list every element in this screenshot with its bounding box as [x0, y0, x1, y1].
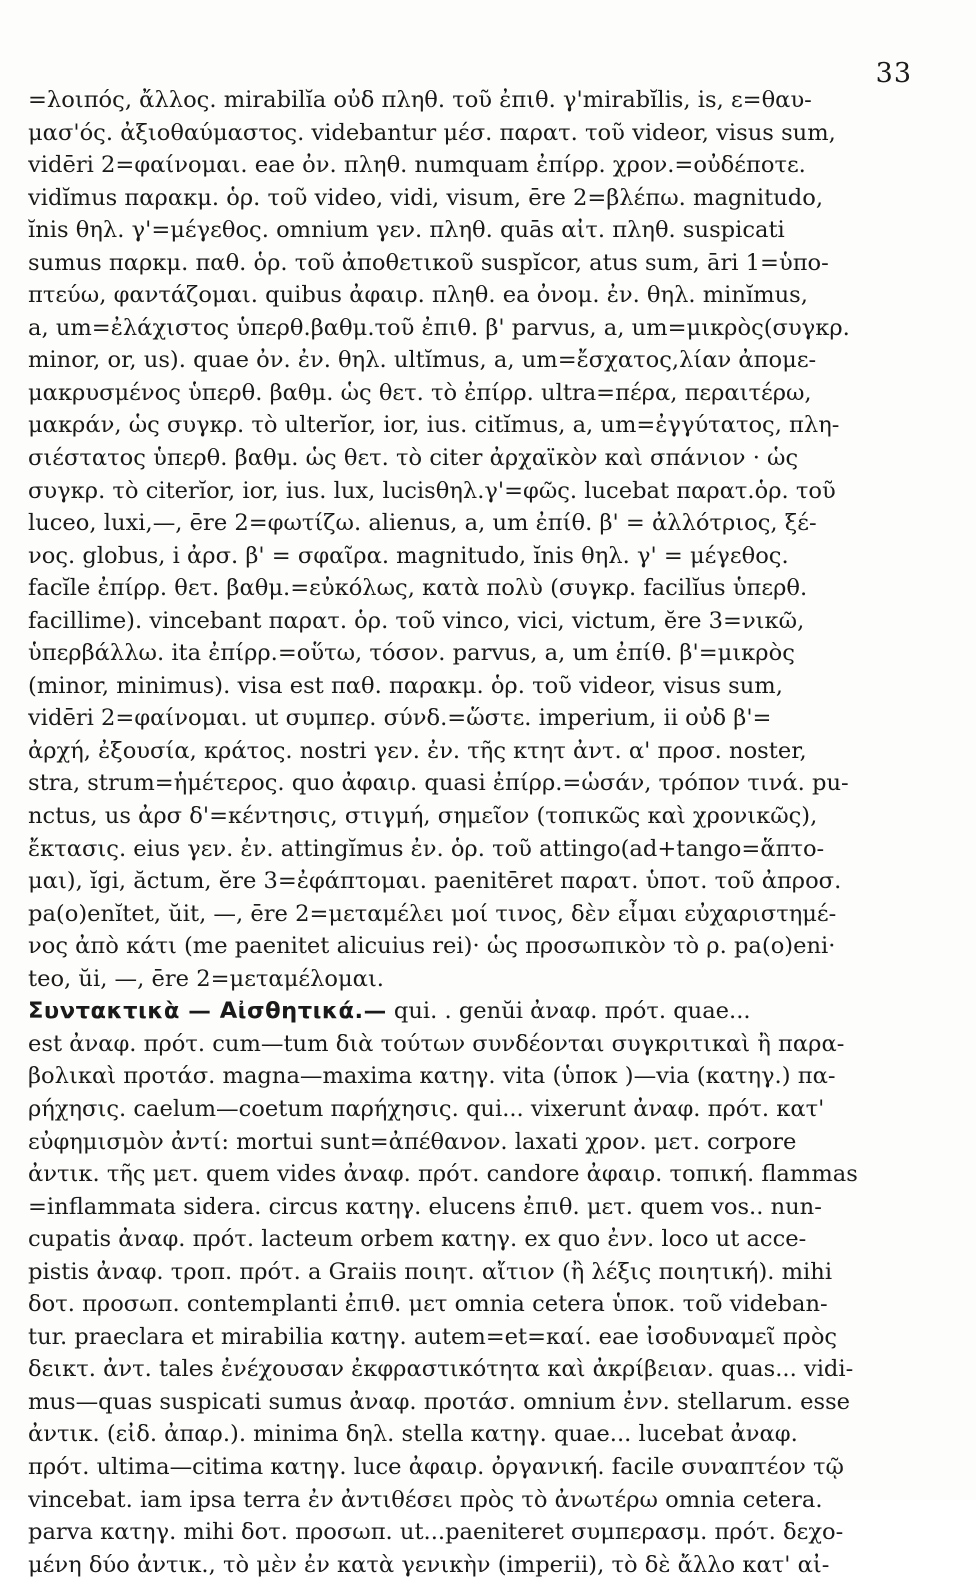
text-line: ὑπερβάλλω. ita ἐπίρρ.=οὕτω, τόσον. parvus, a, um ἐπίθ. β'=μικρὸς: [28, 640, 795, 667]
text-line: (minor, minimus). visa est παθ. παρακμ. ὁρ. τοῦ videor, visus sum,: [28, 672, 783, 699]
text-line: pa(o)enĭtet, ŭit, —, ēre 2=μεταμέλει μοί τινος, δὲν εἶμαι εὐχαριστημέ-: [28, 900, 837, 927]
text-line: =inflammata sidera. circus κατηγ. elucens ἐπιθ. μετ. quem vos.. nun-: [28, 1193, 822, 1220]
text-line: vidēri 2=φαίνομαι. ut συμπερ. σύνδ.=ὥστε. imperium, ii οὐδ β'=: [28, 705, 772, 732]
text-line: ἀρχή, ἐξουσία, κράτος. nostri γεν. ἐν. τῆς κτητ ἀντ. α' προσ. noster,: [28, 737, 807, 764]
text-line: μένη δύο ἀντικ., τὸ μὲν ἐν κατὰ γενικὴν (imperii), τὸ δὲ ἄλλο κατ' αἰ-: [28, 1551, 830, 1578]
text-line: βολικαὶ προτάσ. magna—maxima κατηγ. vita (ὑποκ )—via (κατηγ.) πα-: [28, 1063, 836, 1090]
text-line: mus—quas suspicati sumus ἀναφ. προτάσ. omnium ἐνν. stellarum. esse: [28, 1388, 851, 1415]
text-line: μακράν, ὡς συγκρ. τὸ ulterĭor, ior, ius. citĭmus, a, um=ἐγγύτατος, πλη-: [28, 412, 840, 439]
heading-line-text: qui. . genŭi ἀναφ. πρότ. quae...: [386, 998, 751, 1025]
text-line: nctus, us ἀρσ δ'=κέντησις, στιγμή, σημεῖον (τοπικῶς καὶ χρονικῶς),: [28, 803, 818, 830]
text-line: ρήχησις. caelum—coetum παρήχησις. qui... vixerunt ἀναφ. πρότ. κατ': [28, 1095, 825, 1122]
text-line: est ἀναφ. πρότ. cum—tum διὰ τούτων συνδέονται συγκριτικαὶ ἢ παρα-: [28, 1030, 845, 1057]
text-line: sumus παρκμ. παθ. ὁρ. τοῦ ἀποθετικοῦ suspĭcor, atus sum, āri 1=ὑπο-: [28, 249, 829, 276]
text-line: νος ἀπὸ κάτι (me paenitet alicuius rei)· ὡς προσωπικὸν τὸ ρ. pa(o)eni·: [28, 933, 836, 960]
text-line: δοτ. προσωπ. contemplanti ἐπιθ. μετ omnia cetera ὑποκ. τοῦ videban-: [28, 1291, 828, 1318]
text-line: cupatis ἀναφ. πρότ. lacteum orbem κατηγ. ex quo ἐνν. loco ut acce-: [28, 1226, 807, 1253]
text-line: teo, ŭi, —, ēre 2=μεταμέλομαι.: [28, 965, 384, 992]
text-line: vidēri 2=φαίνομαι. eae ὀν. πληθ. numquam ἐπίρρ. χρον.=οὐδέποτε.: [28, 152, 806, 179]
text-line: facĭle ἐπίρρ. θετ. βαθμ.=εὐκόλως, κατὰ πολὺ (συγκρ. facilĭus ὑπερθ.: [28, 575, 808, 602]
text-line: minor, or, us). quae ὀν. ἐν. θηλ. ultĭmus, a, um=ἔσχατος,λίαν ἀπομε-: [28, 347, 817, 374]
text-line: μαι), ĭgi, ăctum, ĕre 3=ἐφάπτομαι. paenitēret παρατ. ὑποτ. τοῦ ἀπροσ.: [28, 868, 842, 895]
text-line: tur. praeclara et mirabilia κατηγ. autem=et=καί. eae ἰσοδυναμεῖ πρὸς: [28, 1323, 838, 1350]
text-line: μασ'ός. ἀξιοθαύμαστος. videbantur μέσ. παρατ. τοῦ videor, visus sum,: [28, 119, 836, 146]
text-line: =λοιπός, ἄλλος. mirabilĭa οὐδ πληθ. τοῦ ἐπιθ. γ'mirabĭlis, is, ε=θαυ-: [28, 87, 812, 113]
text-line: parva κατηγ. mihi δοτ. προσωπ. ut...paeniteret συμπερασμ. πρότ. δεχο-: [28, 1519, 844, 1546]
text-line: νος. globus, i ἀρσ. β' = σφαῖρα. magnitudo, ĭnis θηλ. γ' = μέγεθος.: [28, 542, 789, 569]
text-line: μακρυσμένος ὑπερθ. βαθμ. ὡς θετ. τὸ ἐπίρρ. ultra=πέρα, περαιτέρω,: [28, 379, 812, 406]
text-line: a, um=ἐλάχιστος ὑπερθ.βαθμ.τοῦ ἐπιθ. β' parvus, a, um=μικρὸς(συγκρ.: [28, 314, 850, 341]
text-line: ĭnis θηλ. γ'=μέγεθος. omnium γεν. πληθ. quās αἰτ. πληθ. suspicati: [28, 217, 785, 244]
text-line: συγκρ. τὸ citerĭor, ior, ius. lux, lucisθηλ.γ'=φῶς. lucebat παρατ.ὁρ. τοῦ: [28, 477, 836, 504]
body-text: [28, 84, 940, 1581]
text-line: ἀντικ. τῆς μετ. quem vides ἀναφ. πρότ. candore ἀφαιρ. τοπική. flammas: [28, 1161, 858, 1188]
text-line: vidĭmus παρακμ. ὁρ. τοῦ video, vidi, visum, ēre 2=βλέπω. magnitudo,: [28, 184, 824, 211]
text-line: pistis ἀναφ. τροπ. πρότ. a Graiis ποιητ. αἴτιον (ἢ λέξις ποιητική). mihi: [28, 1258, 833, 1285]
text-line: ἀντικ. (εἰδ. ἀπαρ.). minima δηλ. stella κατηγ. quae... lucebat ἀναφ.: [28, 1421, 798, 1448]
text-line: πρότ. ultima—citima κατηγ. luce ἀφαιρ. ὀργανική. facile συναπτέον τῷ: [28, 1453, 844, 1480]
text-line: stra, strum=ἡμέτερος. quo ἀφαιρ. quasi ἐπίρρ.=ὡσάν, τρόπον τινά. pu-: [28, 770, 849, 797]
text-line: δεικτ. ἀντ. tales ἐνέχουσαν ἐκφραστικότητα καὶ ἀκρίβειαν. quas... vidi-: [28, 1356, 854, 1383]
text-line: εὐφημισμὸν ἀντί: mortui sunt=ἀπέθανον. laxati χρον. μετ. corpore: [28, 1128, 797, 1155]
text-line: σιέστατος ὑπερθ. βαθμ. ὡς θετ. τὸ citer ἀρχαϊκὸν καὶ σπάνιον · ὡς: [28, 445, 799, 472]
text-line: facillime). vincebant παρατ. ὁρ. τοῦ vinco, vici, victum, ĕre 3=νικῶ,: [28, 607, 805, 634]
page-number: 33: [875, 58, 912, 89]
text-line: vincebat. iam ipsa terra ἐν ἀντιθέσει πρὸς τὸ ἀνωτέρω omnia cetera.: [28, 1486, 823, 1513]
section-heading-line: [28, 995, 940, 1028]
section-heading: Συντακτικὰ — Αἰσθητικά.—: [28, 998, 387, 1025]
text-line: luceo, luxi,—, ēre 2=φωτίζω. alienus, a, um ἐπίθ. β' = ἀλλότριος, ξέ-: [28, 510, 817, 537]
text-line: ἔκτασις. eius γεν. ἐν. attingĭmus ἐν. ὁρ. τοῦ attingo(ad+tango=ἅπτο-: [28, 835, 825, 862]
text-line: πτεύω, φαντάζομαι. quibus ἀφαιρ. πληθ. ea ὀνομ. ἐν. θηλ. minĭmus,: [28, 282, 808, 309]
